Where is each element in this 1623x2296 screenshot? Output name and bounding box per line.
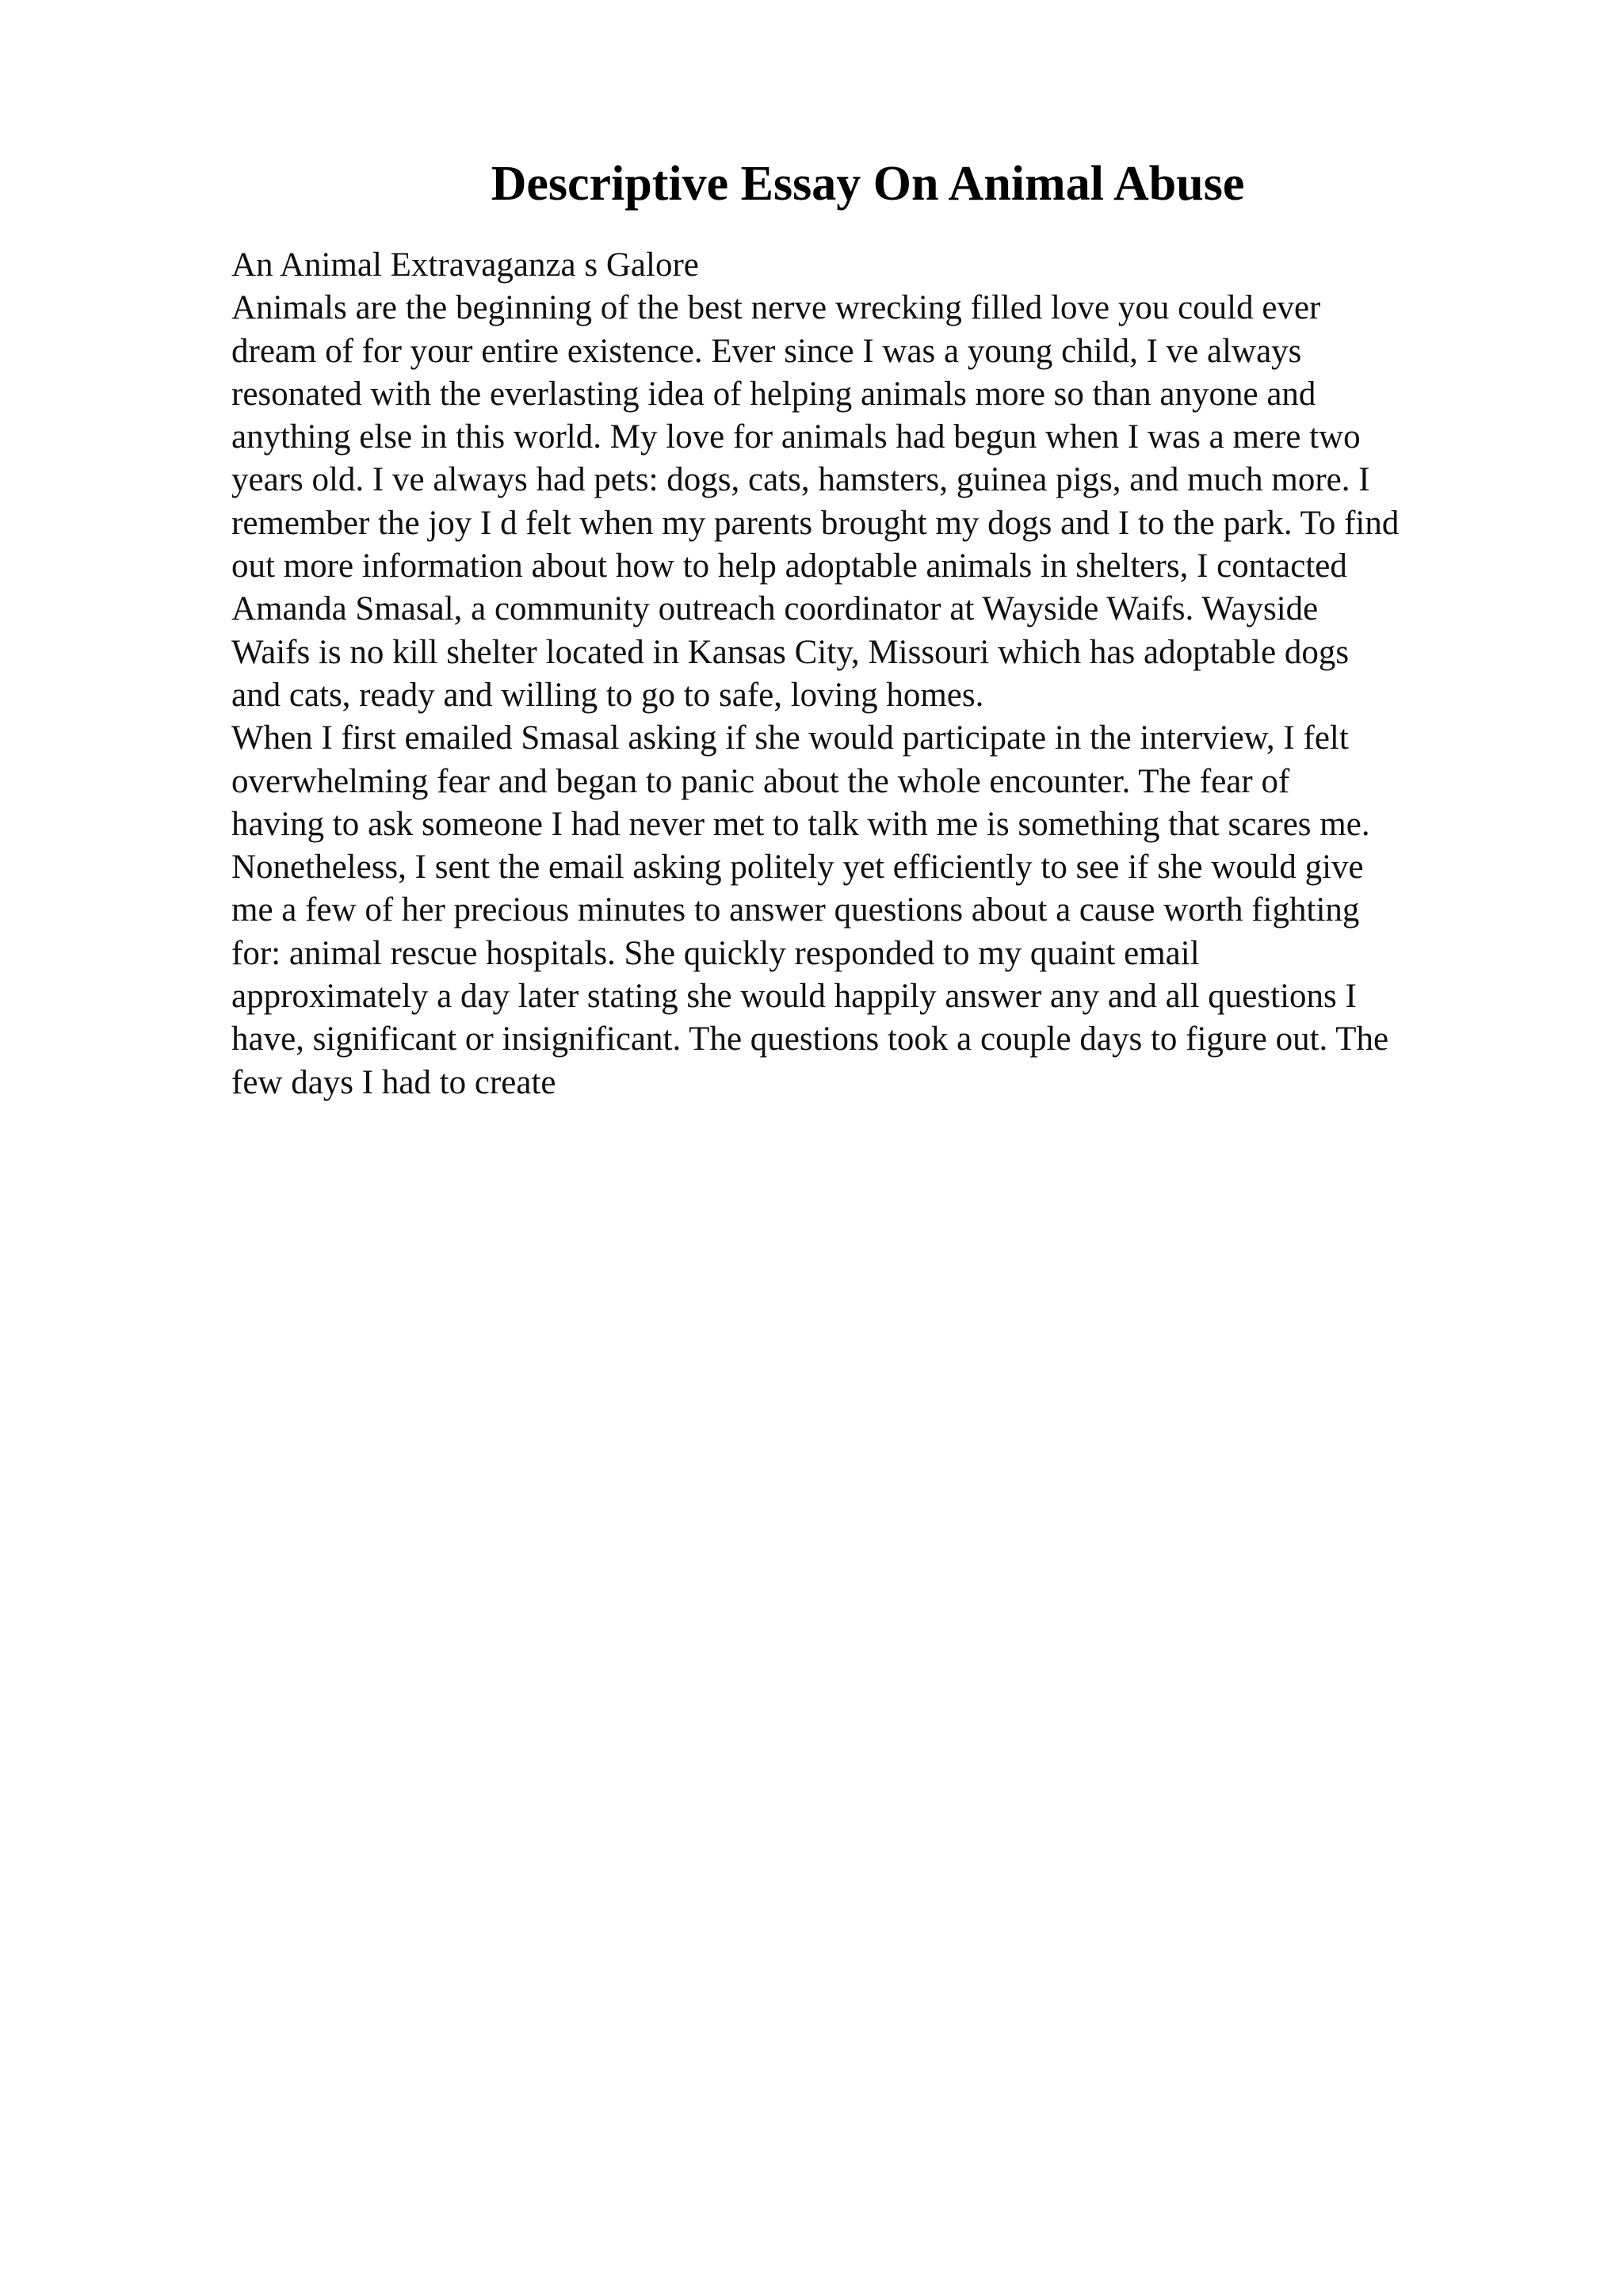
text-line: remember the joy I d felt when my parents brought my dogs and I to the park. To find [231, 504, 1400, 542]
text-line: have, significant or insignificant. The questions took a couple days to figure out. The [231, 1020, 1389, 1058]
text-line: and cats, ready and willing to go to safe, loving homes. [231, 676, 984, 714]
text-line: dream of for your entire existence. Ever since I was a young child, I ve always [231, 332, 1302, 370]
text-line: Nonetheless, I sent the email asking politely yet efficiently to see if she would give [231, 849, 1364, 887]
text-line: years old. I ve always had pets: dogs, cats, hamsters, guinea pigs, and much more. I [231, 461, 1370, 499]
text-line: Waifs is no kill shelter located in Kansas City, Missouri which has adoptable dogs [231, 633, 1350, 671]
text-line: me a few of her precious minutes to answer questions about a cause worth fighting [231, 891, 1360, 929]
text-line: having to ask someone I had never met to talk with me is something that scares me. [231, 805, 1370, 843]
text-line: resonated with the everlasting idea of helping animals more so than anyone and [231, 375, 1316, 413]
text-line: Amanda Smasal, a community outreach coordinator at Wayside Waifs. Wayside [231, 590, 1319, 628]
text-line: Animals are the beginning of the best nerve wrecking filled love you could ever [231, 289, 1321, 327]
text-line: When I first emailed Smasal asking if she would participate in the interview, I felt [231, 719, 1349, 757]
text-line: few days I had to create [231, 1063, 556, 1101]
page-title: Descriptive Essay On Animal Abuse [491, 157, 1245, 211]
text-line: out more information about how to help adoptable animals in shelters, I contacted [231, 547, 1347, 585]
text-line: approximately a day later stating she would happily answer any and all questions I [231, 978, 1357, 1016]
text-line: anything else in this world. My love for animals had begun when I was a mere two [231, 418, 1361, 456]
text-line: for: animal rescue hospitals. She quickly responded to my quaint email [231, 934, 1200, 972]
essay-subtitle: An Animal Extravaganza s Galore [231, 246, 699, 284]
text-line: overwhelming fear and began to panic about the whole encounter. The fear of [231, 762, 1290, 800]
essay-body [231, 244, 1515, 1104]
